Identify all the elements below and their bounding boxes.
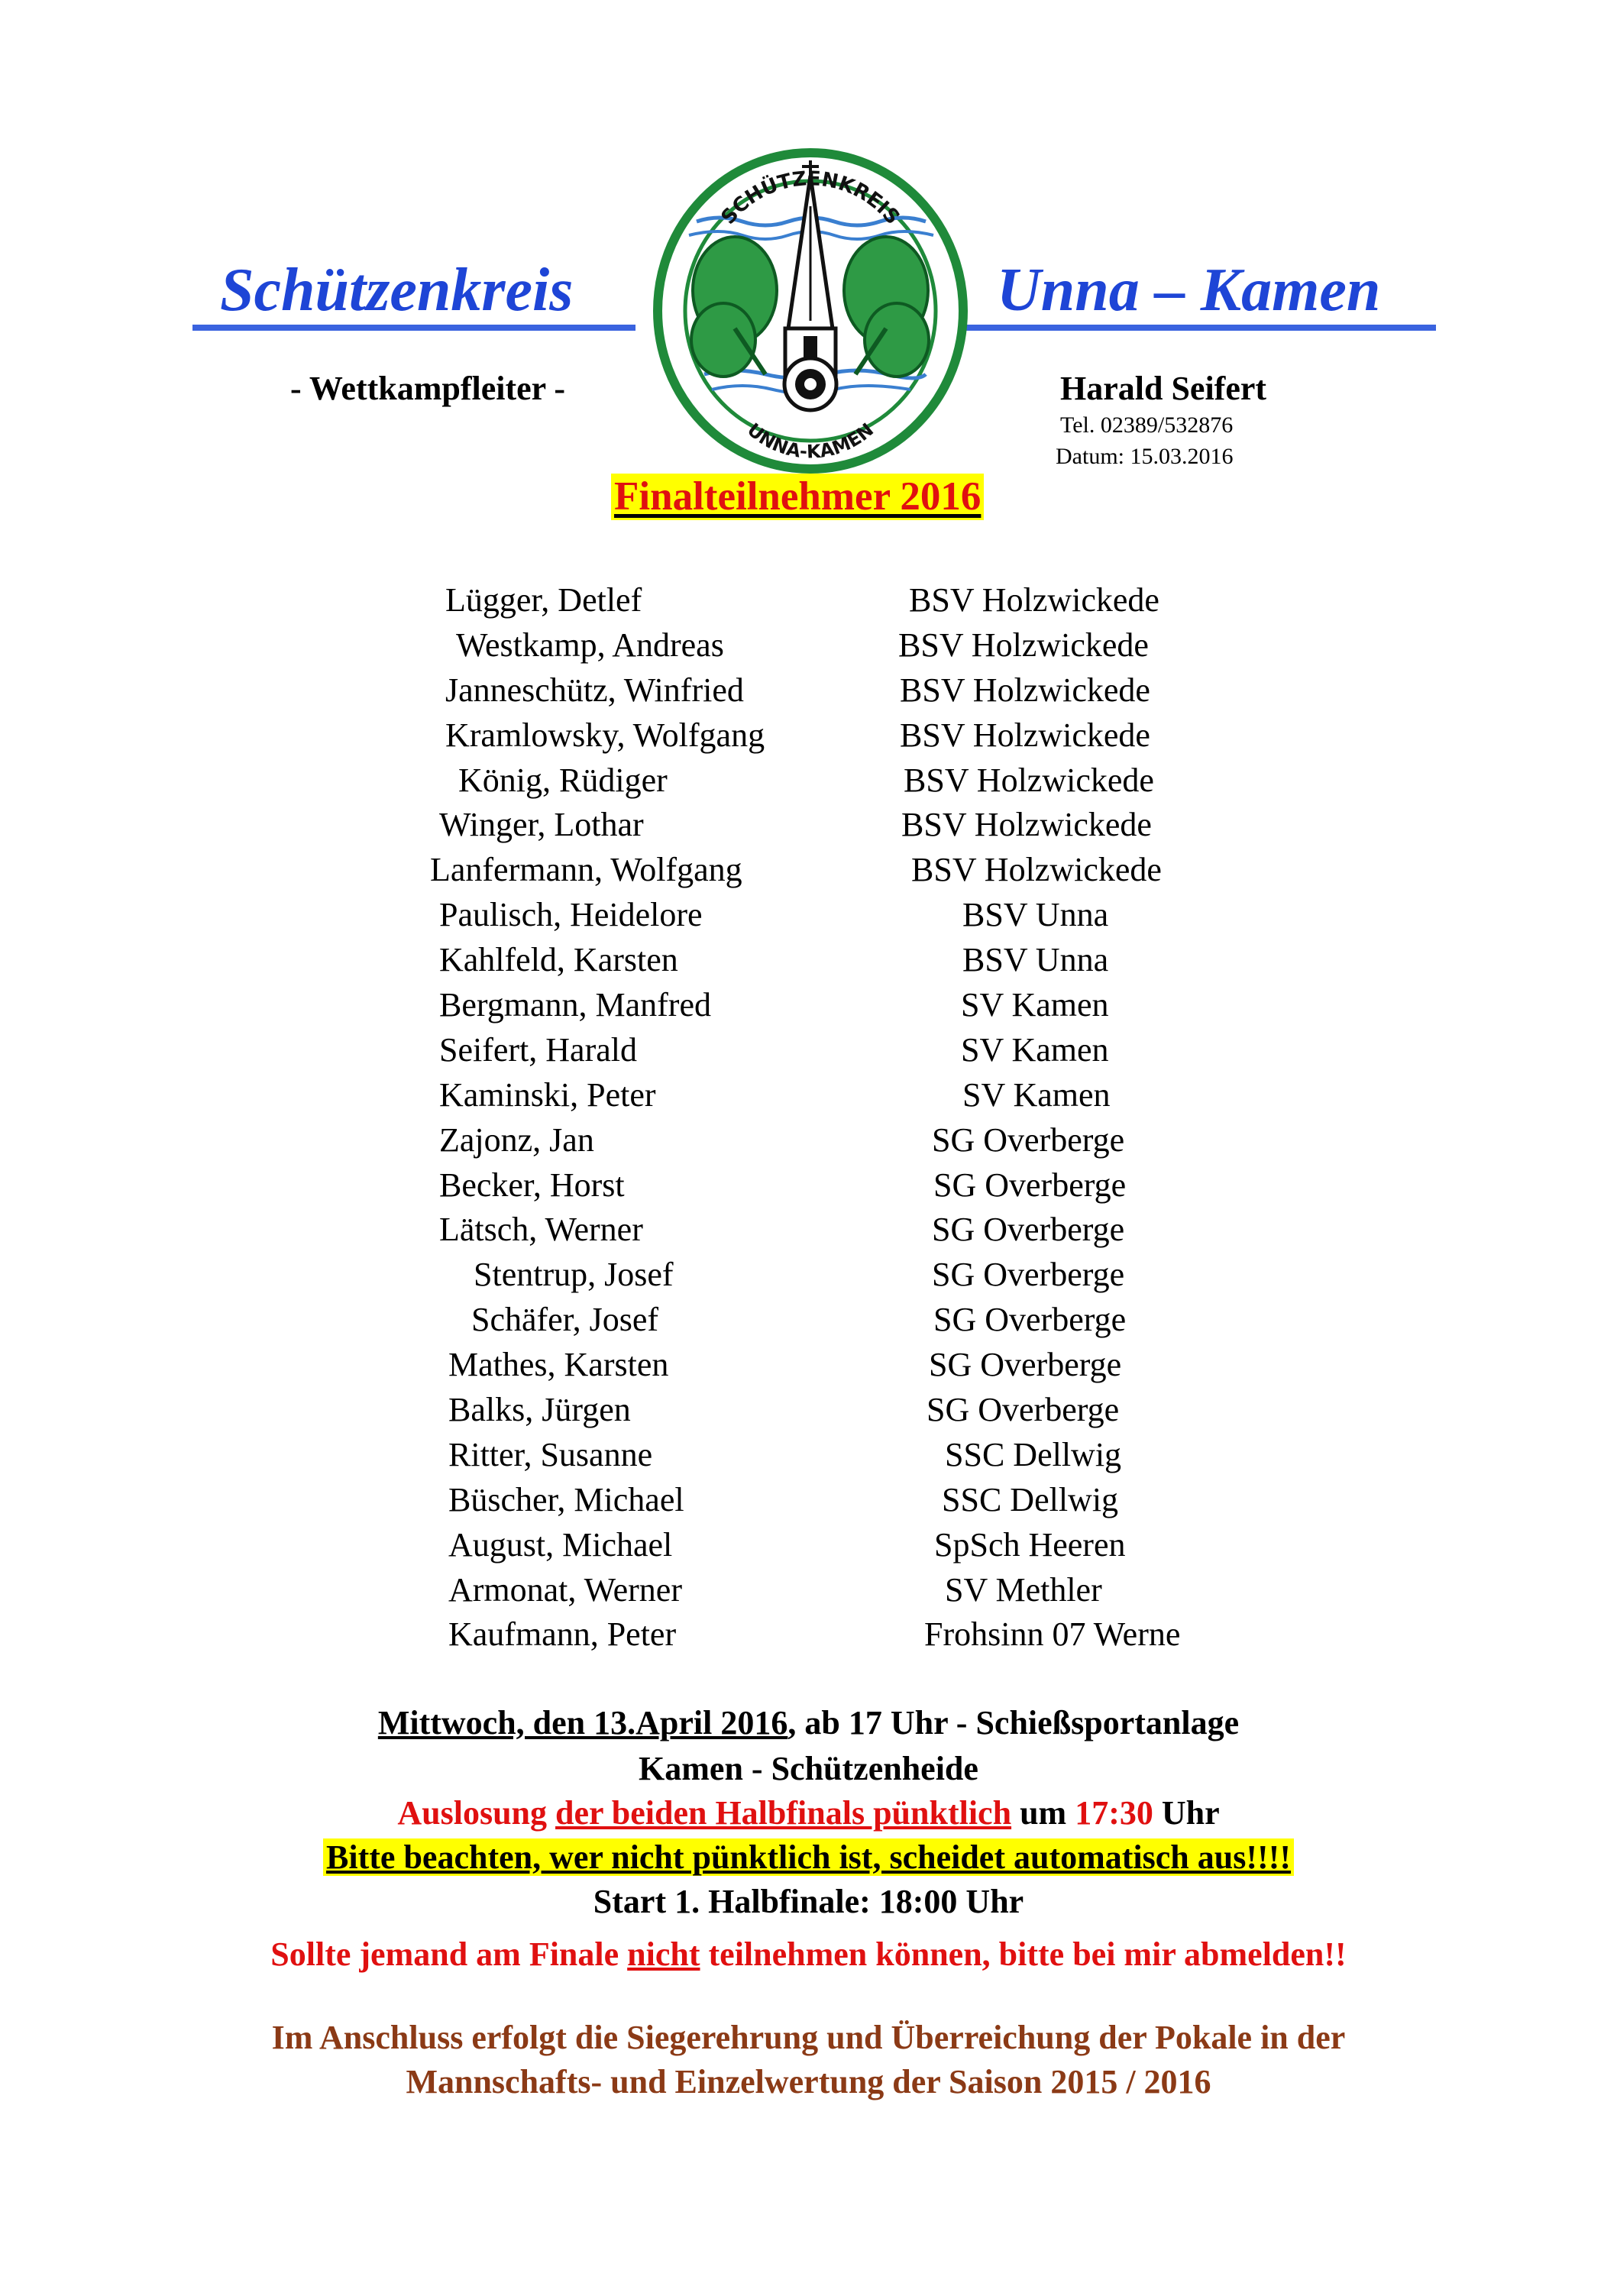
list-item bbox=[0, 1523, 1617, 1568]
list-item bbox=[0, 1073, 1617, 1118]
participant-name: Lätsch, Werner bbox=[439, 1211, 643, 1249]
participant-club: SG Overberge bbox=[933, 1301, 1127, 1339]
list-item bbox=[0, 1568, 1617, 1613]
list-item bbox=[0, 803, 1617, 848]
list-item bbox=[0, 1253, 1617, 1298]
participant-club: BSV Holzwickede bbox=[909, 581, 1159, 619]
participant-club: SG Overberge bbox=[927, 1391, 1120, 1429]
cancel-part-c: teilnehmen können, bitte bei mir abmelden!! bbox=[700, 1935, 1347, 1973]
list-item bbox=[0, 938, 1617, 983]
list-item bbox=[0, 1118, 1617, 1163]
cancel-part-b: nicht bbox=[627, 1935, 700, 1973]
event-start: Start 1. Halbfinale: 18:00 Uhr bbox=[593, 1883, 1024, 1920]
participant-club: SG Overberge bbox=[932, 1121, 1125, 1159]
event-warning: Bitte beachten, wer nicht pünktlich ist, scheidet automatisch aus!!!! bbox=[323, 1838, 1294, 1876]
event-time-place: , ab 17 Uhr - Schießsportanlage bbox=[787, 1704, 1240, 1741]
list-item bbox=[0, 578, 1617, 623]
participant-name: Kahlfeld, Karsten bbox=[439, 941, 678, 979]
logo-bottom-text: UNNA-KAMEN bbox=[742, 419, 878, 463]
list-item bbox=[0, 1478, 1617, 1523]
participant-name: August, Michael bbox=[448, 1525, 673, 1564]
event-line-1 bbox=[0, 1703, 1617, 1742]
header-phone: Tel. 02389/532876 bbox=[1060, 412, 1234, 438]
participant-club: BSV Holzwickede bbox=[911, 851, 1162, 889]
list-item bbox=[0, 623, 1617, 668]
participant-club: SG Overberge bbox=[932, 1256, 1125, 1294]
participant-name: Stentrup, Josef bbox=[474, 1256, 674, 1294]
participant-club: SV Kamen bbox=[962, 1075, 1111, 1114]
event-warning-line bbox=[0, 1838, 1617, 1877]
participant-name: Kaufmann, Peter bbox=[448, 1615, 677, 1654]
ceremony-line-2: Mannschafts- und Einzelwertung der Saison 2015 / 2016 bbox=[406, 2063, 1211, 2100]
participant-club: BSV Holzwickede bbox=[900, 716, 1150, 754]
cancel-part-a: Sollte jemand am Finale bbox=[270, 1935, 628, 1973]
participant-name: Westkamp, Andreas bbox=[456, 626, 724, 664]
list-item bbox=[0, 668, 1617, 713]
participant-name: Armonat, Werner bbox=[448, 1570, 682, 1609]
list-item bbox=[0, 1208, 1617, 1253]
list-item bbox=[0, 983, 1617, 1028]
participant-club: SG Overberge bbox=[933, 1166, 1127, 1204]
header-title-left: Schützenkreis bbox=[220, 257, 574, 324]
logo-top-text: SCHÜTZENKREIS bbox=[716, 167, 904, 229]
draw-part-a: Auslosung bbox=[397, 1794, 556, 1832]
participant-club: SpSch Heeren bbox=[934, 1525, 1126, 1564]
participant-club: BSV Holzwickede bbox=[900, 671, 1150, 709]
list-title: Finalteilnehmer 2016 bbox=[611, 474, 984, 520]
list-item bbox=[0, 1433, 1617, 1478]
event-draw bbox=[0, 1793, 1617, 1832]
participant-club: BSV Unna bbox=[962, 941, 1109, 979]
participant-club: BSV Holzwickede bbox=[904, 761, 1154, 799]
participant-club: SV Kamen bbox=[961, 986, 1109, 1024]
list-item bbox=[0, 758, 1617, 804]
list-item bbox=[0, 1163, 1617, 1208]
participant-club: SSC Dellwig bbox=[945, 1435, 1122, 1473]
participant-club: BSV Holzwickede bbox=[901, 806, 1152, 844]
event-date: Mittwoch, den 13.April 2016 bbox=[377, 1704, 788, 1741]
ceremony-line-1: Im Anschluss erfolgt die Siegerehrung und Überreichung der Pokale in der bbox=[271, 2019, 1346, 2056]
participant-list bbox=[0, 578, 1617, 1657]
participant-name: Lanfermann, Wolfgang bbox=[430, 851, 742, 889]
event-cancel bbox=[0, 1935, 1617, 1974]
participant-club: Frohsinn 07 Werne bbox=[924, 1615, 1181, 1654]
header-title-right: Unna – Kamen bbox=[997, 257, 1381, 324]
participant-name: König, Rüdiger bbox=[458, 761, 668, 799]
draw-part-c: um bbox=[1011, 1794, 1075, 1832]
list-item bbox=[0, 1343, 1617, 1388]
participant-name: Paulisch, Heidelore bbox=[439, 896, 703, 934]
draw-part-d: Uhr bbox=[1153, 1794, 1220, 1832]
participant-name: Zajonz, Jan bbox=[439, 1121, 594, 1159]
event-place: Kamen - Schützenheide bbox=[639, 1750, 978, 1787]
list-item bbox=[0, 713, 1617, 758]
header-rule-left bbox=[192, 325, 635, 331]
participant-club: BSV Unna bbox=[962, 896, 1109, 934]
participant-name: Lügger, Detlef bbox=[445, 581, 642, 619]
participant-name: Kramlowsky, Wolfgang bbox=[445, 716, 765, 754]
participant-club: SV Methler bbox=[945, 1570, 1102, 1609]
participant-name: Seifert, Harald bbox=[439, 1030, 637, 1069]
header-rule-right bbox=[964, 325, 1436, 331]
header-role: - Wettkampfleiter - bbox=[290, 370, 566, 407]
participant-name: Bergmann, Manfred bbox=[439, 986, 711, 1024]
list-item bbox=[0, 1298, 1617, 1343]
header-name: Harald Seifert bbox=[1060, 370, 1267, 407]
list-item bbox=[0, 893, 1617, 938]
participant-name: Becker, Horst bbox=[439, 1166, 625, 1204]
participant-name: Balks, Jürgen bbox=[448, 1391, 631, 1429]
participant-club: BSV Holzwickede bbox=[898, 626, 1149, 664]
draw-time: 17:30 bbox=[1075, 1794, 1153, 1832]
participant-name: Mathes, Karsten bbox=[448, 1346, 669, 1384]
participant-name: Kaminski, Peter bbox=[439, 1075, 656, 1114]
participant-name: Winger, Lothar bbox=[439, 806, 644, 844]
draw-part-b: der beiden Halbfinals pünktlich bbox=[555, 1794, 1012, 1832]
header-date: Datum: 15.03.2016 bbox=[1056, 444, 1234, 469]
participant-club: SG Overberge bbox=[929, 1346, 1122, 1384]
list-item bbox=[0, 848, 1617, 893]
list-item bbox=[0, 1612, 1617, 1657]
participant-club: SG Overberge bbox=[932, 1211, 1125, 1249]
participant-name: Ritter, Susanne bbox=[448, 1435, 653, 1473]
participant-name: Büscher, Michael bbox=[448, 1480, 684, 1518]
list-item bbox=[0, 1388, 1617, 1433]
participant-club: SSC Dellwig bbox=[942, 1480, 1119, 1518]
participant-name: Janneschütz, Winfried bbox=[445, 671, 744, 709]
participant-club: SV Kamen bbox=[961, 1030, 1109, 1069]
participant-name: Schäfer, Josef bbox=[471, 1301, 659, 1339]
club-logo bbox=[651, 145, 970, 477]
list-item bbox=[0, 1028, 1617, 1073]
